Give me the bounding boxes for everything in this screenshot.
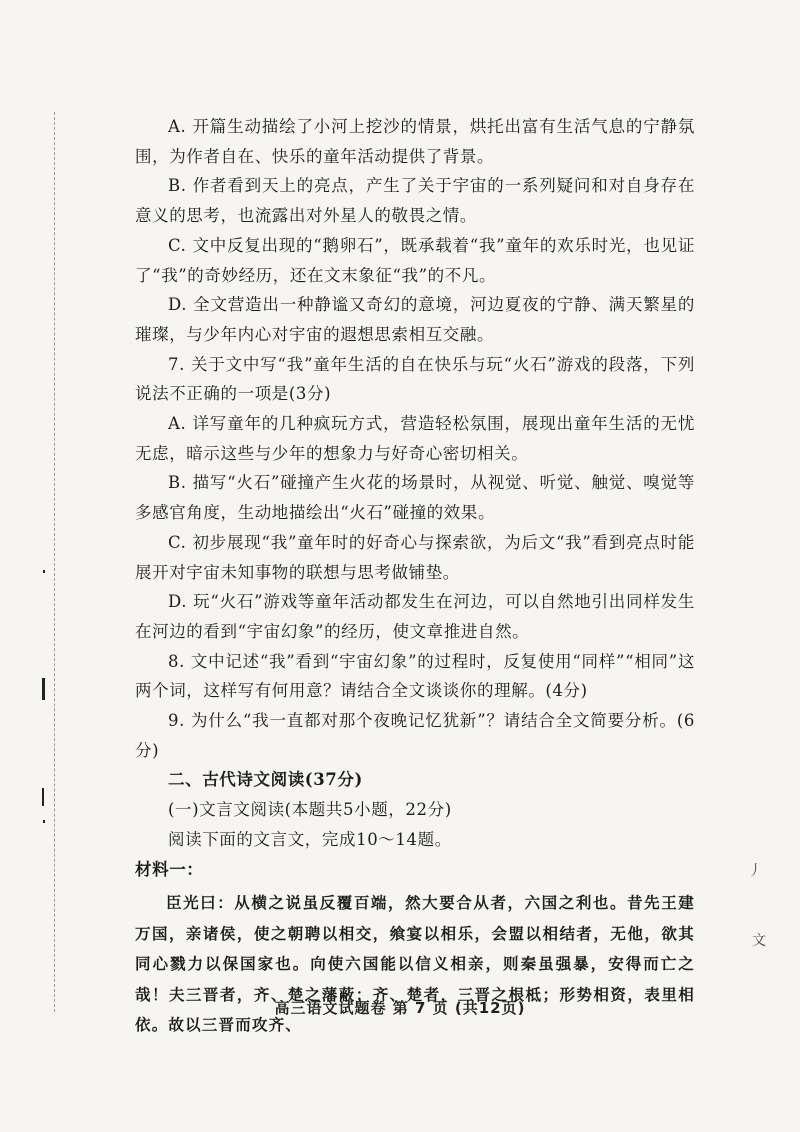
- material-label: 材料一：: [135, 859, 204, 879]
- binding-dotted-line: [54, 112, 55, 1012]
- scan-mark: [42, 788, 44, 806]
- option-d-q7: D. 玩“火石”游戏等童年活动都发生在河边，可以自然地引出同样发生在河边的看到“宇宙幻象”的经历，使文章推进自然。: [135, 592, 695, 641]
- reading-instruction: 阅读下面的文言文，完成10～14题。: [168, 829, 452, 849]
- page-footer: 高三语文试题卷 第 7 页 (共12页): [274, 999, 526, 1017]
- option-d-q6: D. 全文营造出一种静谧又奇幻的意境，河边夏夜的宁静、满天繁星的璀璨，与少年内心对宇宙的遐想思索相互交融。: [135, 295, 695, 344]
- option-b-q6: B. 作者看到天上的亮点，产生了关于宇宙的一系列疑问和对自身存在意义的思考，也流露出对外星人的敬畏之情。: [135, 176, 695, 226]
- option-b-q7: B. 描写“火石”碰撞产生火花的场景时，从视觉、听觉、触觉、嗅觉等多感官角度，生动地描绘出“火石”碰撞的效果。: [135, 473, 695, 523]
- edge-glyph: 文: [752, 933, 766, 949]
- question-8: 8. 文中记述“我”看到“宇宙幻象”的过程时，反复使用“同样”“相同”这两个词，这样写有何用意？请结合全文谈谈你的理解。(4分): [135, 651, 695, 701]
- scan-mark: [42, 678, 45, 700]
- option-c-q7: C. 初步展现“我”童年时的好奇心与探索欲，为后文“我”看到亮点时能展开对宇宙未知事物的联想与思考做铺垫。: [135, 532, 695, 582]
- subsection-heading: (一)文言文阅读(本题共5小题，22分): [168, 800, 452, 820]
- edge-glyph: 丿: [748, 863, 762, 879]
- section-heading: 二、古代诗文阅读(37分): [168, 770, 363, 790]
- question-9: 9. 为什么“我一直都对那个夜晚记忆犹新”？请结合全文简要分析。(6分): [135, 711, 695, 760]
- question-7-stem: 7. 关于文中写“我”童年生活的自在快乐与玩“火石”游戏的段落，下列说法不正确的一项是(3分): [135, 354, 695, 404]
- scan-mark: [43, 820, 45, 823]
- option-a-q6: A. 开篇生动描绘了小河上挖沙的情景，烘托出富有生活气息的宁静氛围，为作者自在、快乐的童年活动提供了背景。: [135, 117, 695, 166]
- classical-text: 臣光曰：从横之说虽反覆百端，然大要合从者，六国之利也。昔先王建万国，亲诸侯，使之朝聘以相交，飨宴以相乐，会盟以相结者，无他，欲其同心戮力以保国家也。向使六国能以信义相亲，则秦虽强暴，安得而亡之哉！夫三晋者，齐、楚之藩蔽；齐、楚者，三晋之根柢；形势相资，表里相依。故以三晋而攻齐、: [135, 894, 695, 1035]
- scan-mark: [43, 570, 45, 573]
- option-a-q7: A. 详写童年的几种疯玩方式，营造轻松氛围，展现出童年生活的无忧无虑，暗示这些与少年的想象力与好奇心密切相关。: [135, 414, 695, 463]
- page-content: [135, 112, 695, 1041]
- option-c-q6: C. 文中反复出现的“鹅卵石”，既承载着“我”童年的欢乐时光，也见证了“我”的奇妙经历，还在文末象征“我”的不凡。: [135, 235, 695, 285]
